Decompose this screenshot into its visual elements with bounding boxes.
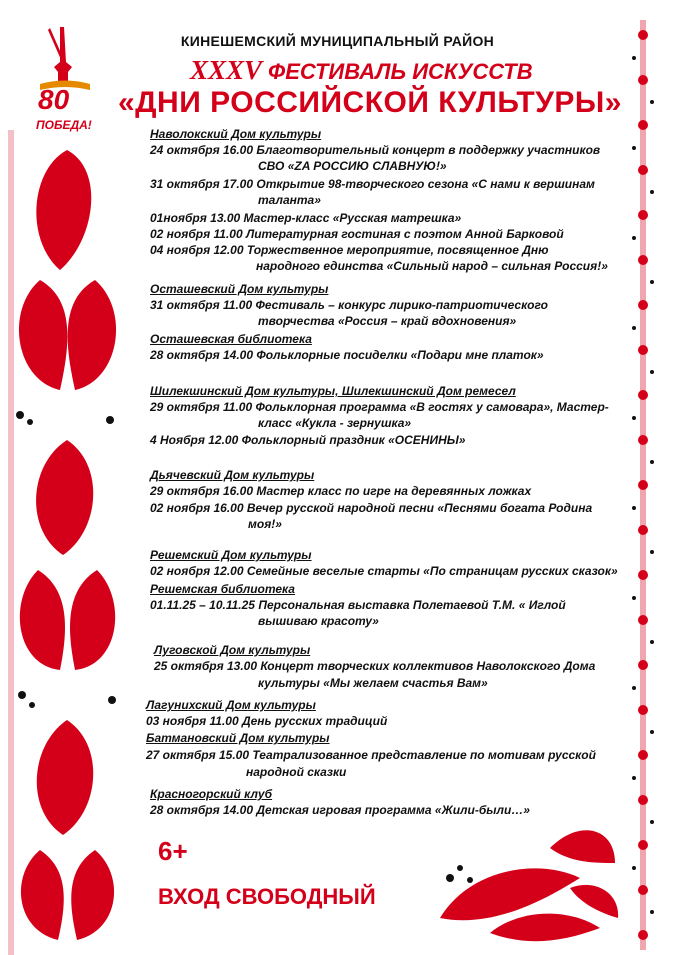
event-line: 31 октября 17.00 Открытие 98-творческого сезона «С нами к вершинам: [150, 177, 595, 191]
festival-word: ФЕСТИВАЛЬ ИСКУССТВ: [268, 59, 533, 84]
district-title: КИНЕШЕМСКИЙ МУНИЦИПАЛЬНЫЙ РАЙОН: [180, 33, 495, 49]
venue-title: Батмановский Дом культуры: [146, 731, 330, 745]
event-line: 29 октября 11.00 Фольклорная программа «В гостях у самовара», Мастер-: [150, 400, 609, 414]
logo-word: ПОБЕДА!: [36, 118, 92, 132]
event-line: класс «Кукла - зернушка»: [258, 416, 412, 430]
event-line: 29 октября 16.00 Мастер класс по игре на деревянных ложках: [150, 484, 532, 498]
venue-title: Решемский Дом культуры: [150, 548, 312, 562]
festival-number: XXXV: [190, 55, 263, 85]
event-line: 27 октября 15.00 Театрализованное представление по мотивам русской: [146, 748, 596, 762]
event-line: народной сказки: [246, 765, 347, 779]
venue-title: Решемская библиотека: [150, 582, 295, 596]
event-line: 04 ноября 12.00 Торжественное мероприятие, посвященное Дню: [150, 243, 549, 257]
venue-title: Дьячевский Дом культуры: [150, 468, 315, 482]
logo-number: 80: [38, 84, 70, 115]
event-line: народного единства «Сильный народ – сильная Россия!»: [256, 259, 608, 273]
event-line: 31 октября 11.00 Фестиваль – конкурс лирико-патриотического: [150, 298, 548, 312]
event-line: 01.11.25 – 10.11.25 Персональная выставка Полетаевой Т.М. « Иглой: [150, 598, 566, 612]
venue-title: Осташевская библиотека: [150, 332, 312, 346]
event-line: таланта»: [258, 193, 321, 207]
festival-name: «ДНИ РОССИЙСКОЙ КУЛЬТУРЫ»: [118, 86, 622, 119]
event-line: 25 октября 13.00 Концерт творческих коллективов Наволокского Дома: [154, 659, 596, 673]
event-line: 01ноября 13.00 Мастер-класс «Русская матрешка»: [150, 211, 462, 225]
event-line: СВО «ZA РОССИЮ СЛАВНУЮ!»: [258, 159, 447, 173]
venue-title: Осташевский Дом культуры: [150, 282, 329, 296]
venue-title: Лагунихский Дом культуры: [146, 698, 316, 712]
age-rating: 6+: [158, 836, 188, 866]
event-line: 02 ноября 16.00 Вечер русской народной песни «Песнями богата Родина: [150, 501, 593, 515]
event-line: 02 ноября 11.00 Литературная гостиная с поэтом Анной Барковой: [150, 227, 564, 241]
event-line: 28 октября 14.00 Детская игровая программа «Жили-были…»: [150, 803, 530, 817]
event-line: 4 Ноября 12.00 Фольклорный праздник «ОСЕНИНЫ»: [150, 433, 466, 447]
event-line: вышиваю красоту»: [258, 614, 379, 628]
venue-title: Луговской Дом культуры: [154, 643, 311, 657]
entry-free: ВХОД СВОБОДНЫЙ: [158, 884, 376, 909]
venue-title: Шилекшинский Дом культуры, Шилекшинский Дом ремесел: [150, 384, 516, 398]
event-line: 02 ноября 12.00 Семейные веселые старты «По страницам русских сказок»: [150, 564, 618, 578]
event-line: творчества «Россия – край вдохновения»: [258, 314, 517, 328]
venue-title: Красногорский клуб: [150, 787, 273, 801]
event-line: 24 октября 16.00 Благотворительный концерт в поддержку участников: [150, 143, 601, 157]
event-line: 28 октября 14.00 Фольклорные посиделки «Подари мне платок»: [150, 348, 544, 362]
venue-title: Наволокский Дом культуры: [150, 127, 322, 141]
event-line: культуры «Мы желаем счастья Вам»: [258, 676, 488, 690]
event-line: моя!»: [248, 517, 282, 531]
event-line: 03 ноября 11.00 День русских традиций: [146, 714, 388, 728]
